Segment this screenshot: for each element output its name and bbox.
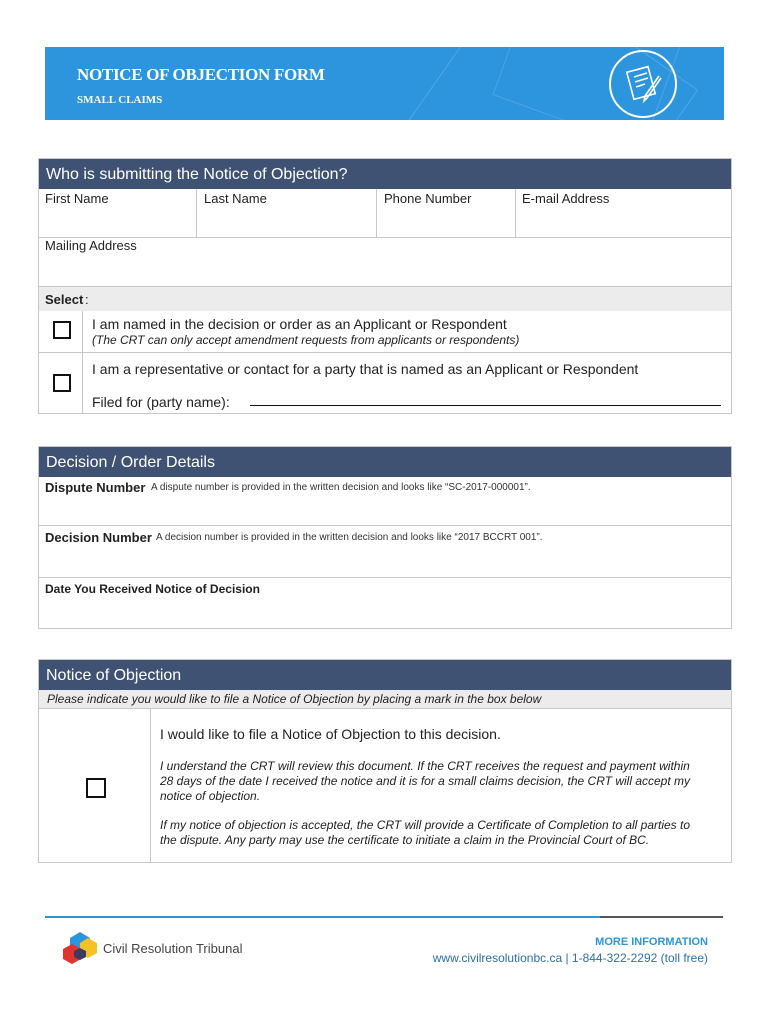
submitter-section <box>38 158 732 414</box>
select-label: Select <box>45 292 84 307</box>
email-label: E-mail Address <box>522 191 610 206</box>
objection-paragraph-1: I understand the CRT will review this document. If the CRT receives the request and payment within 28 days of the date I received the notice and it is for a small claims decision, the CRT will accept my notice of objection. <box>160 759 691 803</box>
form-pen-icon <box>609 50 677 118</box>
decision-number-field[interactable] <box>39 526 731 577</box>
section-heading: Who is submitting the Notice of Objection? <box>39 159 731 189</box>
first-name-field[interactable] <box>39 189 197 237</box>
filed-for-label: Filed for (party name): <box>92 394 230 410</box>
section-heading: Decision / Order Details <box>39 447 731 477</box>
email-field[interactable] <box>516 189 731 237</box>
org-name: Civil Resolution Tribunal <box>103 941 243 956</box>
decision-number-hint: A decision number is provided in the written decision and looks like “2017 BCCRT 001”. <box>156 532 543 543</box>
divider <box>39 352 731 353</box>
dispute-number-label: Dispute Number <box>45 480 146 495</box>
mailing-address-label: Mailing Address <box>45 238 137 253</box>
last-name-field[interactable] <box>197 189 377 237</box>
select-colon: : <box>85 292 89 307</box>
objection-paragraph-2: If my notice of objection is accepted, the CRT will provide a Certificate of Completion to all parties to the dispute. Any party may use the certificate to initiate a claim in the Provincial Court of BC. <box>160 818 691 847</box>
section-heading: Notice of Objection <box>39 660 731 690</box>
option-applicant-note: (The CRT can only accept amendment requests from applicants or respondents) <box>92 333 520 347</box>
first-name-label: First Name <box>45 191 109 206</box>
decision-section <box>38 446 732 629</box>
objection-instruction: Please indicate you would like to file a Notice of Objection by placing a mark in the box below <box>47 692 542 706</box>
file-objection-checkbox[interactable] <box>86 778 106 798</box>
date-received-field[interactable] <box>39 578 731 628</box>
footer-divider-accent <box>600 916 723 918</box>
crt-logo-icon <box>60 930 100 966</box>
representative-checkbox[interactable] <box>53 374 71 392</box>
option-applicant-text: I am named in the decision or order as an Applicant or Respondent <box>92 316 507 332</box>
dispute-number-field[interactable] <box>39 477 731 525</box>
phone-label: Phone Number <box>384 191 472 206</box>
objection-statement: I would like to file a Notice of Objection to this decision. <box>160 726 501 742</box>
header-banner <box>45 47 724 120</box>
objection-section <box>38 659 732 863</box>
more-info-heading: MORE INFORMATION <box>595 936 708 948</box>
phone-field[interactable] <box>377 189 516 237</box>
date-received-label: Date You Received Notice of Decision <box>45 582 260 596</box>
last-name-label: Last Name <box>204 191 267 206</box>
option-representative-text: I am a representative or contact for a party that is named as an Applicant or Respondent <box>92 361 639 377</box>
decision-number-label: Decision Number <box>45 530 152 545</box>
contact-info[interactable]: www.civilresolutionbc.ca | 1-844-322-2292 (toll free) <box>432 951 708 965</box>
form-subtitle: SMALL CLAIMS <box>77 94 163 106</box>
party-name-input[interactable] <box>250 402 721 406</box>
mailing-address-field[interactable] <box>39 238 731 286</box>
applicant-respondent-checkbox[interactable] <box>53 321 71 339</box>
instruction-bar <box>39 690 731 709</box>
dispute-number-hint: A dispute number is provided in the written decision and looks like “SC-2017-000001”. <box>151 482 531 493</box>
select-bar <box>39 286 731 311</box>
form-title: NOTICE OF OBJECTION FORM <box>77 65 325 84</box>
